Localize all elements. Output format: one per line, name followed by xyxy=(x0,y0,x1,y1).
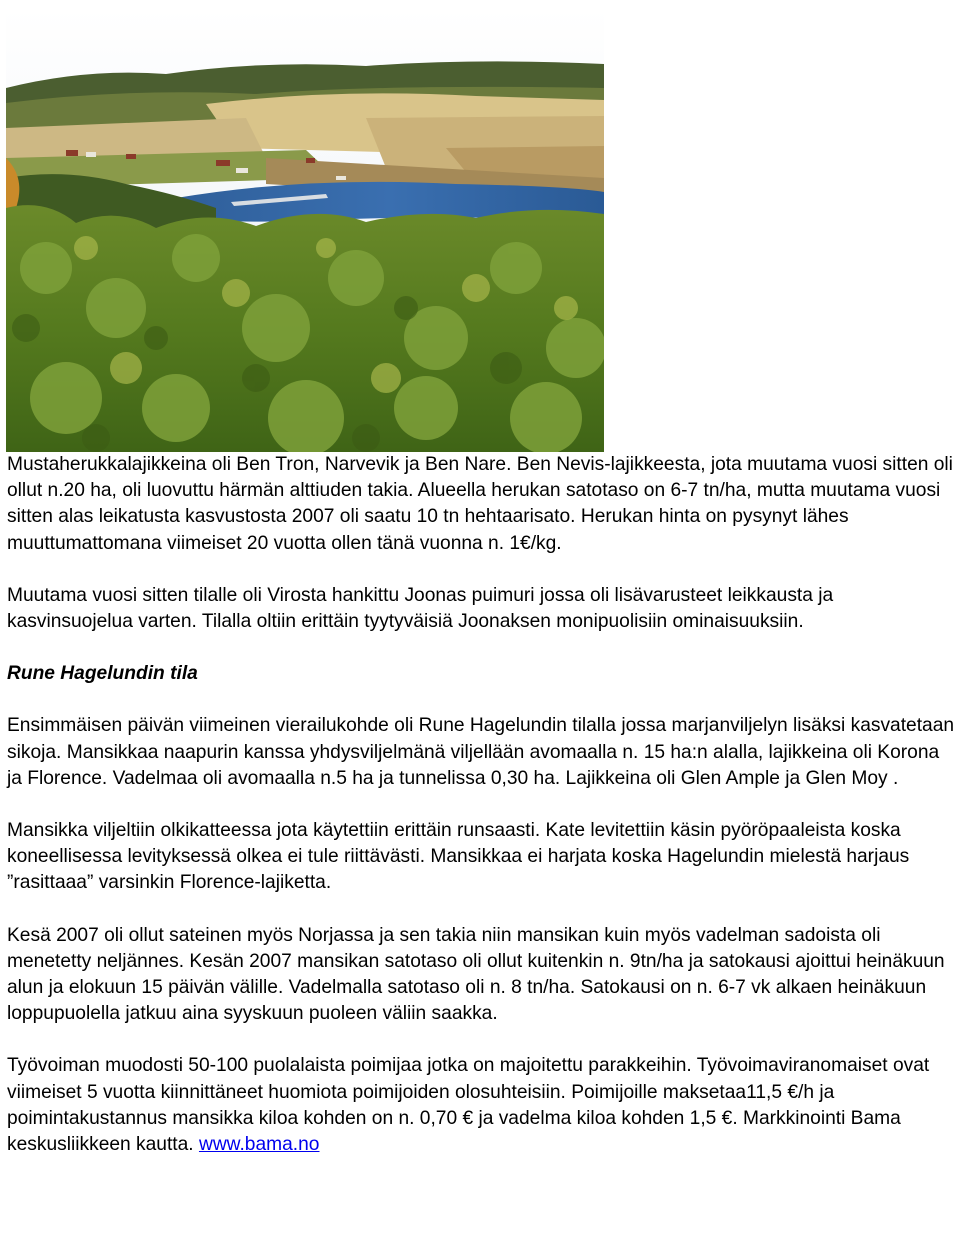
paragraph-harvester: Muutama vuosi sitten tilalle oli Virosta hankittu Joonas puimuri jossa oli lisävarusteet leikkausta ja kasvinsuojelua varten. Tilalla oltiin erittäin tyytyväisiä Joonaksen monipuolisiin ominaisuuksiin. xyxy=(7,584,834,633)
bama-link[interactable]: www.bama.no xyxy=(198,1134,320,1156)
paragraph-straw-mulch: Mansikka viljeltiin olkikatteessa jota käytettiin erittäin runsaasti. Kate levitettiin käsin pyöröpaaleista koska koneellisessa levityksessä olkea ei tule riittävästi. Mansikkaa ei harjata koska Hagelundin mielestä harjaus ”rasittaaa” varsinkin Florence-lajiketta. xyxy=(7,820,910,894)
landscape-photo xyxy=(6,8,604,452)
article-body xyxy=(7,452,957,1158)
paragraph-labour-text: Työvoiman muodosti 50-100 puolalaista poimijaa jotka on majoitettu parakkeihin. Työvoimaviranomaiset ovat viimeiset 5 vuotta kiinnittäneet huomiota poimijoiden olosuhteisiin. Poimijoille maksetaa11,5 €/h ja poimintakustannus mansikka kiloa kohden on n. 0,70 € ja vadelma kiloa kohden 1,5 €. Markkinointi Bama keskusliikkeen kautta. xyxy=(7,1055,930,1156)
section-heading: Rune Hagelundin tila xyxy=(7,663,198,685)
paragraph-blackcurrant-varieties: Mustaherukkalajikkeina oli Ben Tron, Narvevik ja Ben Nare. Ben Nevis-lajikkeesta, jota muutama vuosi sitten oli ollut n.20 ha, oli luovuttu härmän alttiuden takia. Alueella herukan satotaso on 6-7 tn/ha, mutta muutama vuosi sitten alas leikatusta kasvustosta 2007 oli saatu 10 tn hehtaarisato. Herukan hinta on pysynyt lähes muuttumattomana viimeiset 20 vuotta ollen tänä vuonna n. 1€/kg. xyxy=(7,454,953,554)
paragraph-labour xyxy=(7,1053,957,1158)
paragraph-farm-visit: Ensimmäisen päivän viimeinen vierailukohde oli Rune Hagelundin tilalla jossa marjanviljelyn lisäksi kasvatetaan sikoja. Mansikkaa naapurin kanssa yhdysviljelmänä viljellään avomaalla n. 15 ha:n alalla, lajikkeina oli Korona ja Florence. Vadelmaa oli avomaalla n.5 ha ja tunnelissa 0,30 ha. Lajikkeina oli Glen Ample ja Glen Moy . xyxy=(7,715,955,789)
paragraph-season-2007: Kesä 2007 oli ollut sateinen myös Norjassa ja sen takia niin mansikan kuin myös vadelman sadoista oli menetetty neljännes. Kesän 2007 mansikan satotaso oli ollut kuitenkin n. 9tn/ha ja satokausi ajoittui heinäkuun alun ja elokuun 15 päivän välille. Vadelmalla satotaso oli n. 8 tn/ha. Satokausi on n. 6-7 vk alkaen heinäkuun loppupuolella jatkuu aina syyskuun puoleen väliin saakka. xyxy=(7,924,945,1025)
